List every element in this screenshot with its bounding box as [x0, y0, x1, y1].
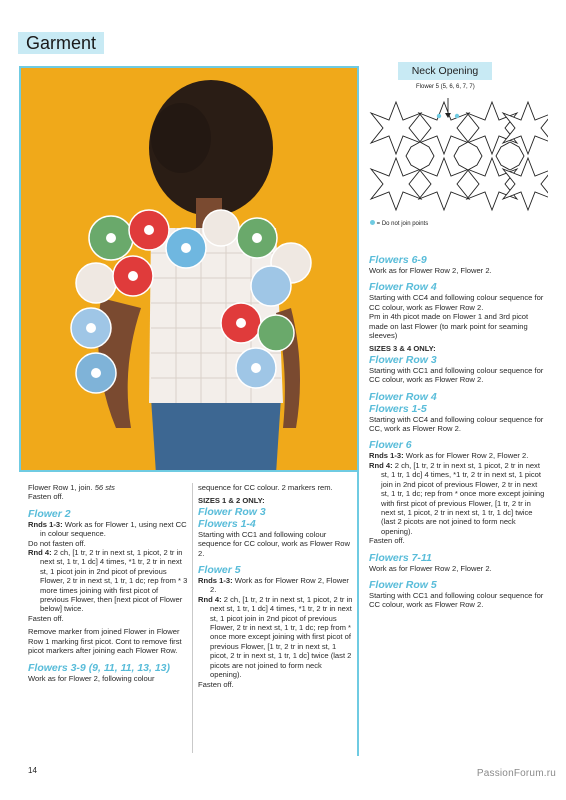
section-heading: Flower Row 3 — [369, 353, 437, 366]
text-paragraph: Work as for Flower Row 2, Flower 2. — [369, 563, 492, 573]
instructions-column-1 — [28, 483, 188, 687]
round-instruction: Rnds 1-3: Work as for Flower Row 2, Flower 2. — [198, 576, 349, 595]
text-paragraph: Starting with CC4 and following colour sequence for CC colour, work as Flower Row 2. — [369, 293, 544, 312]
neck-opening-diagram — [368, 80, 548, 230]
text-paragraph: Remove marker from joined Flower in Flower Row 1 marking first picot. Cont to remove first picot markers after joining each Flower Row. — [28, 627, 182, 656]
text-paragraph: Starting with CC4 and following colour sequence for CC, work as Flower Row 2. — [369, 414, 544, 434]
text-paragraph: sequence for CC colour. 2 markers rem. — [198, 483, 333, 492]
text-paragraph: Do not fasten off. — [28, 538, 86, 548]
text-paragraph: Fasten off. — [198, 679, 234, 689]
text-paragraph: Starting with CC1 and following colour sequence for CC colour, work as Flower Row 2. — [369, 590, 544, 610]
model-illustration — [21, 68, 359, 472]
text-paragraph: Fasten off. — [369, 536, 405, 546]
text-paragraph: Starting with CC1 and following colour sequence for CC colour, work as Flower Row 2. — [198, 529, 350, 558]
text-paragraph: Work as for Flower 2, following colour — [28, 673, 155, 683]
diagram-legend — [370, 220, 428, 227]
flower-grid-diagram — [368, 80, 548, 230]
section-heading: Flowers 7-11 — [369, 551, 432, 564]
instructions-column-3 — [369, 254, 547, 614]
text-paragraph: Pm in 4th picot made on Flower 1 and 3rd picot made on last Flower (to mark point for seaming sleeves) — [369, 312, 529, 341]
legend-dot-icon — [370, 220, 375, 225]
section-heading: Flower Row 4 — [369, 281, 437, 294]
column-divider — [357, 66, 359, 756]
section-heading: Flower Row 3 — [198, 505, 266, 518]
sizes-note: SIZES 3 & 4 ONLY: — [369, 344, 436, 354]
text-paragraph: Work as for Flower Row 2, Flower 2. — [369, 266, 492, 275]
page-title: Garment — [18, 32, 104, 54]
neck-opening-heading: Neck Opening — [398, 62, 492, 80]
text-paragraph: Starting with CC1 and following colour sequence for CC colour, work as Flower Row 2. — [369, 365, 544, 385]
section-heading: Flowers 6-9 — [369, 254, 427, 266]
section-heading: Flower 2 — [28, 507, 71, 520]
flower-row-top — [371, 102, 548, 154]
page-number: 14 — [28, 766, 37, 775]
round-instruction: Rnd 4: 2 ch, [1 tr, 2 tr in next st, 1 picot, 2 tr in next st, 1 tr, 1 dc] 4 times, *1 tr, 2 tr in next st, 1 picot join in 2nd picot of previous Flower, 2 tr in next st, 1 tr, 1 dc; rep from * 3 more times joining with first picot of previous Flower, then [next picot of Flower below] twice. — [28, 548, 188, 614]
section-subheading: Flowers 1-5 — [369, 402, 427, 415]
round-instruction: Rnd 4: 2 ch, [1 tr, 2 tr in next st, 1 picot, 2 tr in next st, 1 tr, 1 dc] 4 times, *1 tr, 2 tr in next st, 1 picot join in 2nd picot of previous Flower, 2 tr in next st, 1 tr, 1 dc; rep from * once more except joining with first picot of previous Flower, [1 tr, 2 tr in next st, 1 picot, 2 tr in next st, 1 tr, 1 dc] twice (last 2 picots are not joined to form neck opening). — [198, 594, 353, 680]
flower-5-label: Flower 5 (5, 6, 6, 7, 7) — [416, 84, 475, 90]
column-separator — [192, 483, 193, 753]
round-instruction: Rnd 4: 2 ch, [1 tr, 2 tr in next st, 1 picot, 2 tr in next st, 1 tr, 1 dc] 4 times, *1 tr, 2 tr in next st, 1 picot join in 2nd picot of previous Flower, 2 tr in next st, 1 tr, 1 dc; rep from * once more except joining with first picot of previous Flower, [1 tr, 2 tr in next st, 1 picot, 2 tr in next st, 1 tr, 1 dc] twice (last 2 picots are not joined to form neck opening). — [369, 460, 545, 536]
text-paragraph: Flower Row 1, join. 56 sts — [28, 483, 115, 492]
text-paragraph: Fasten off. — [28, 492, 64, 502]
section-heading: Flower 5 — [198, 564, 241, 577]
text-paragraph: Fasten off. — [28, 613, 64, 623]
section-heading: Flower 6 — [369, 439, 412, 452]
section-heading: Flower Row 4 — [369, 390, 437, 403]
join-octagons — [406, 142, 524, 170]
sizes-note: SIZES 1 & 2 ONLY: — [198, 496, 265, 506]
round-instruction: Rnds 1-3: Work as for Flower Row 2, Flower 2. — [369, 451, 529, 461]
section-subheading: Flowers 1-4 — [198, 517, 256, 530]
watermark: PassionForum.ru — [476, 768, 556, 779]
section-heading: Flower Row 5 — [369, 578, 437, 591]
section-heading: Flowers 3-9 (9, 11, 11, 13, 13) — [28, 661, 171, 674]
flower-row-bottom — [371, 158, 548, 210]
round-instruction: Rnds 1-3: Work as for Flower 1, using next CC in colour sequence. — [28, 519, 187, 539]
instructions-column-2 — [198, 483, 353, 693]
legend-text: = Do not join points — [376, 221, 429, 227]
garment-photo — [19, 66, 359, 472]
